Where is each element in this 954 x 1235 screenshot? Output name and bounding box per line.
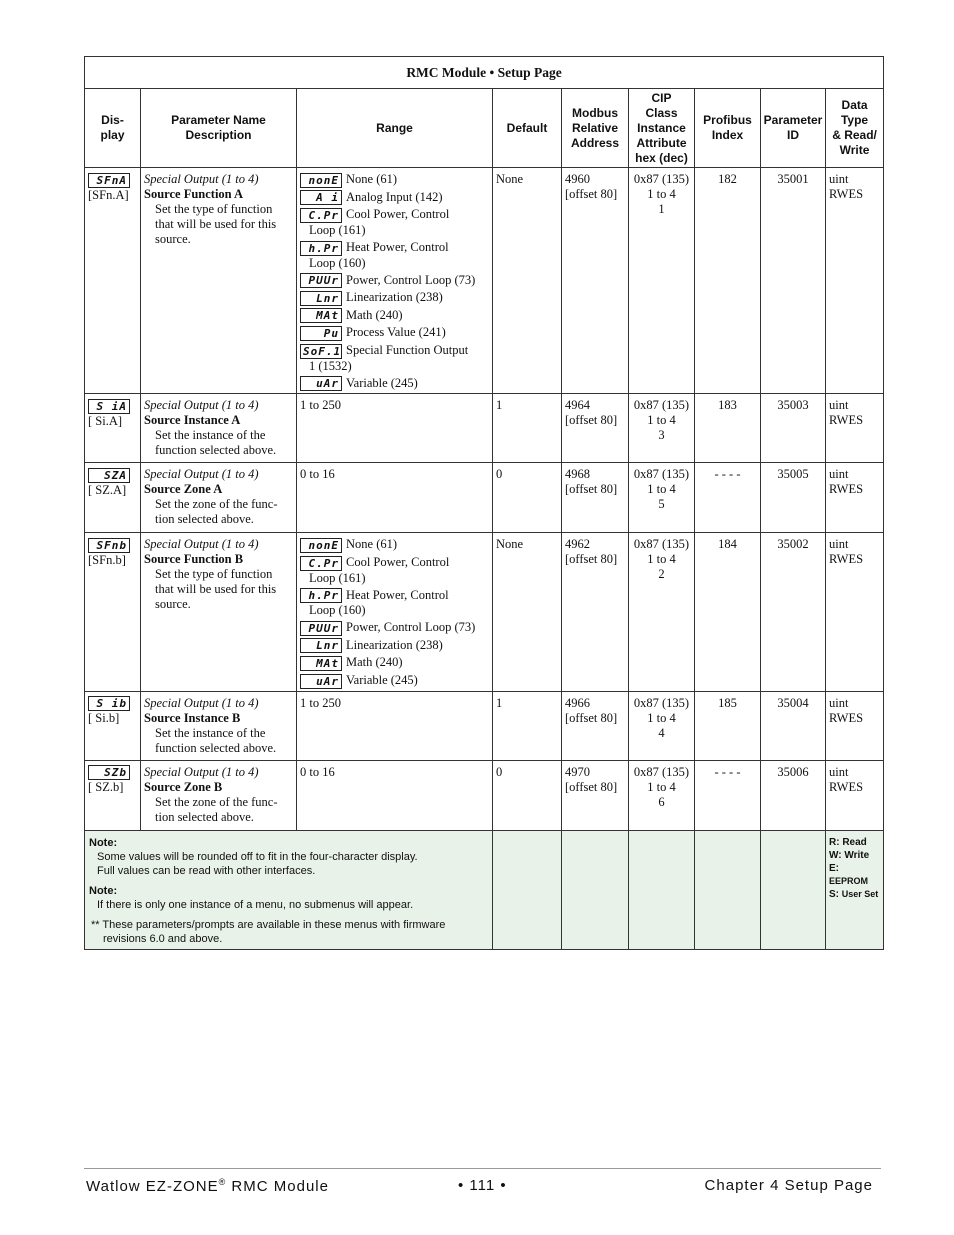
parameter-group: Special Output (1 to 4) <box>144 764 259 779</box>
data-type-cell <box>826 394 884 463</box>
profibus-cell <box>695 168 761 394</box>
header-display: Dis- play <box>85 89 141 168</box>
default-cell <box>493 691 562 760</box>
modbus-offset: [offset 80] <box>565 482 618 497</box>
lcd-prompt: S iA <box>88 399 130 414</box>
parameter-content <box>141 692 296 756</box>
parameter-name: Source Function B <box>144 552 244 567</box>
range-option <box>300 325 489 341</box>
parameter-description: Set the zone of the func-tion selected above. <box>155 794 278 824</box>
note-text: Full values can be read with other interfaces. <box>97 864 316 877</box>
parameter-description: Set the zone of the func-tion selected above. <box>155 497 278 527</box>
range-cell <box>297 760 493 830</box>
parameter-id: 35004 <box>777 695 809 710</box>
data-type: uint <box>829 398 849 413</box>
display-cell <box>85 760 141 830</box>
table-row <box>85 394 884 463</box>
data-type-cell <box>826 691 884 760</box>
parameter-content <box>141 533 296 612</box>
range-option-label: Math (240) <box>346 307 403 322</box>
range-option <box>300 190 489 206</box>
data-type-content <box>826 463 883 497</box>
range-option-continued: 1 (1532) <box>309 358 352 373</box>
modbus-address: 4964 <box>565 398 590 413</box>
lcd-option: PUUr <box>300 621 342 636</box>
modbus-cell <box>562 168 629 394</box>
profibus-index: 183 <box>718 398 737 413</box>
range-cell <box>297 168 493 394</box>
parameter-group: Special Output (1 to 4) <box>144 695 259 710</box>
modbus-cell <box>562 463 629 533</box>
data-type-cell <box>826 533 884 691</box>
modbus-cell <box>562 394 629 463</box>
display-cell <box>85 394 141 463</box>
range-option <box>300 376 489 392</box>
data-type-content <box>826 533 883 567</box>
range-option <box>300 537 489 553</box>
profibus-index: 184 <box>718 537 737 552</box>
modbus-content <box>562 168 628 202</box>
parameter-content <box>141 168 296 247</box>
range-option <box>300 588 489 604</box>
range-option-label: None (61) <box>346 172 398 186</box>
cip-attribute: 4 <box>658 725 665 740</box>
range-option-label: Cool Power, Control <box>346 554 450 569</box>
range-option-label: Cool Power, Control <box>346 207 450 222</box>
cip-attribute: 6 <box>658 794 665 809</box>
cip-class: 0x87 (135) <box>633 537 690 552</box>
display-cell <box>85 168 141 394</box>
cip-instance: 1 to 4 <box>647 710 676 725</box>
range-content <box>297 168 492 391</box>
modbus-address: 4966 <box>565 695 590 710</box>
lcd-option: PUUr <box>300 273 342 288</box>
cip-content <box>629 463 694 512</box>
parameter-group: Special Output (1 to 4) <box>144 172 259 186</box>
cip-instance: 1 to 4 <box>647 552 676 567</box>
range-option-label: Variable (245) <box>346 673 418 687</box>
modbus-cell <box>562 760 629 830</box>
legend-user-set: S: User Set <box>829 888 879 900</box>
modbus-content <box>562 394 628 428</box>
display-code: [ SZ.b] <box>88 780 124 795</box>
range-content <box>297 463 492 482</box>
footer-chapter: Chapter 4 Setup Page <box>704 1177 873 1194</box>
header-data-type: Data Type & Read/ Write <box>826 89 884 168</box>
lcd-option: Pu <box>300 326 342 341</box>
header-default: Default <box>493 89 562 168</box>
range-option <box>300 240 489 256</box>
range-content <box>297 533 492 688</box>
cip-cell <box>629 463 695 533</box>
range-option <box>300 273 489 289</box>
default-cell <box>493 394 562 463</box>
display-code: [ Si.b] <box>88 711 120 726</box>
notes-cell <box>85 830 493 949</box>
range-option-label: Variable (245) <box>346 375 418 390</box>
modbus-content <box>562 533 628 567</box>
range-option <box>300 290 489 306</box>
parameter-description: Set the type of function that will be used for this source. <box>155 202 277 246</box>
default-value: None <box>496 537 524 552</box>
lcd-option: MAt <box>300 308 342 323</box>
data-type-cell <box>826 463 884 533</box>
range-option <box>300 207 489 223</box>
cip-attribute: 5 <box>658 497 665 512</box>
range-option-label: None (61) <box>346 537 398 552</box>
data-type: uint <box>829 695 849 710</box>
range-option-label: Analog Input (142) <box>346 189 443 204</box>
cip-attribute: 3 <box>658 428 665 443</box>
read-write: RWES <box>829 413 864 428</box>
table-row <box>85 691 884 760</box>
parameter-group: Special Output (1 to 4) <box>144 398 259 413</box>
read-write: RWES <box>829 779 864 794</box>
display-cell <box>85 691 141 760</box>
cip-instance: 1 to 4 <box>647 413 676 428</box>
range-option-continued: Loop (161) <box>309 570 366 585</box>
lcd-prompt: S ib <box>88 696 130 711</box>
default-cell <box>493 168 562 394</box>
default-value: 1 <box>496 695 503 710</box>
display-cell <box>85 463 141 533</box>
notes-empty <box>629 830 695 949</box>
parameter-content <box>141 761 296 825</box>
range-text: 0 to 16 <box>300 764 335 779</box>
cip-content <box>629 394 694 443</box>
cip-cell <box>629 533 695 691</box>
lcd-option: nonE <box>300 173 342 188</box>
parameter-name: Source Zone B <box>144 779 223 794</box>
parameter-content <box>141 463 296 527</box>
legend-cell <box>826 830 884 949</box>
parameter-id-cell <box>761 168 826 394</box>
parameter-id-cell <box>761 394 826 463</box>
cip-class: 0x87 (135) <box>633 172 690 186</box>
read-write: RWES <box>829 552 864 567</box>
parameter-cell <box>141 691 297 760</box>
display-content <box>85 394 140 429</box>
profibus-index: - - - - <box>714 764 741 779</box>
note-firmware: ** These parameters/prompts are available in these menus with firmware revisions 6.0 and above. <box>91 918 446 945</box>
lcd-prompt: SFnA <box>88 173 130 188</box>
modbus-offset: [offset 80] <box>565 710 618 725</box>
parameter-id-cell <box>761 760 826 830</box>
range-option <box>300 638 489 654</box>
lcd-prompt: SFnb <box>88 538 130 553</box>
range-option <box>300 673 489 689</box>
range-content <box>297 692 492 711</box>
parameter-id: 35003 <box>777 398 809 413</box>
profibus-index: 185 <box>718 695 737 710</box>
parameter-id: 35006 <box>777 764 809 779</box>
cip-class: 0x87 (135) <box>633 764 690 779</box>
range-option-label: Special Function Output <box>346 343 469 357</box>
modbus-address: 4968 <box>565 467 590 482</box>
profibus-index: 182 <box>718 172 737 186</box>
range-option <box>300 172 489 188</box>
parameter-name: Source Instance A <box>144 413 241 428</box>
default-value: 1 <box>496 398 503 413</box>
range-content <box>297 394 492 413</box>
parameter-name: Source Zone A <box>144 482 223 497</box>
lcd-option: uAr <box>300 674 342 689</box>
data-type: uint <box>829 764 849 779</box>
data-type: uint <box>829 467 849 482</box>
modbus-address: 4960 <box>565 172 590 186</box>
note-text: If there is only one instance of a menu, no submenus will appear. <box>97 898 414 911</box>
profibus-cell <box>695 463 761 533</box>
page-footer <box>84 1168 881 1195</box>
cip-class: 0x87 (135) <box>633 398 690 413</box>
display-code: [SFn.b] <box>88 552 126 567</box>
range-option-continued: Loop (160) <box>309 603 366 618</box>
modbus-offset: [offset 80] <box>565 413 618 428</box>
display-content <box>85 463 140 498</box>
setup-table <box>84 56 884 950</box>
cip-class: 0x87 (135) <box>633 467 690 482</box>
data-type: uint <box>829 172 849 186</box>
cip-cell <box>629 168 695 394</box>
range-text: 0 to 16 <box>300 467 335 482</box>
range-option <box>300 308 489 324</box>
profibus-index: - - - - <box>714 467 741 482</box>
modbus-offset: [offset 80] <box>565 187 618 201</box>
cip-attribute: 1 <box>658 202 665 216</box>
data-type-content <box>826 394 883 428</box>
cip-content <box>629 761 694 810</box>
parameter-id-cell <box>761 463 826 533</box>
cip-attribute: 2 <box>658 567 665 582</box>
range-cell <box>297 691 493 760</box>
range-option-label: Heat Power, Control <box>346 587 449 602</box>
default-cell <box>493 760 562 830</box>
parameter-id: 35002 <box>777 537 809 552</box>
modbus-cell <box>562 691 629 760</box>
lcd-prompt: SZb <box>88 765 130 780</box>
modbus-content <box>562 463 628 497</box>
lcd-option: Lnr <box>300 638 342 653</box>
header-profibus: Profibus Index <box>695 89 761 168</box>
legend-eeprom: E: EEPROM <box>829 862 869 886</box>
display-content <box>85 168 140 203</box>
parameter-cell <box>141 168 297 394</box>
parameter-id-cell <box>761 533 826 691</box>
range-cell <box>297 463 493 533</box>
range-text: 1 to 250 <box>300 398 341 413</box>
header-modbus: Modbus Relative Address <box>562 89 629 168</box>
display-code: [SFn.A] <box>88 187 129 202</box>
lcd-option: uAr <box>300 376 342 391</box>
range-option-label: Math (240) <box>346 655 403 670</box>
lcd-option: A i <box>300 190 342 205</box>
cip-content <box>629 533 694 582</box>
data-type-content <box>826 761 883 795</box>
lcd-prompt: SZA <box>88 468 130 483</box>
parameter-description: Set the instance of the function selected above. <box>155 725 277 755</box>
lcd-option: nonE <box>300 538 342 553</box>
data-type: uint <box>829 537 849 552</box>
parameter-name: Source Instance B <box>144 710 241 725</box>
range-option-continued: Loop (161) <box>309 222 366 237</box>
display-cell <box>85 533 141 691</box>
range-option-label: Linearization (238) <box>346 637 443 652</box>
note-title: Note: <box>89 884 118 897</box>
lcd-option: h.Pr <box>300 588 342 603</box>
modbus-address: 4962 <box>565 537 590 552</box>
range-option-continued: Loop (160) <box>309 255 366 270</box>
range-option <box>300 620 489 636</box>
page-number: • 111 • <box>458 1177 507 1194</box>
range-option-label: Process Value (241) <box>346 325 446 340</box>
notes-empty <box>761 830 826 949</box>
header-parameter-id: Parameter ID <box>761 89 826 168</box>
legend-read: R: Read <box>829 836 867 848</box>
cip-content <box>629 168 694 217</box>
parameter-group: Special Output (1 to 4) <box>144 537 259 552</box>
cip-instance: 1 to 4 <box>647 779 676 794</box>
range-option <box>300 343 489 359</box>
range-cell <box>297 394 493 463</box>
modbus-cell <box>562 533 629 691</box>
lcd-option: h.Pr <box>300 241 342 256</box>
parameter-group: Special Output (1 to 4) <box>144 467 259 482</box>
display-code: [ SZ.A] <box>88 482 127 497</box>
profibus-cell <box>695 691 761 760</box>
profibus-cell <box>695 533 761 691</box>
lcd-option: MAt <box>300 656 342 671</box>
range-cell <box>297 533 493 691</box>
lcd-option: Lnr <box>300 291 342 306</box>
cip-cell <box>629 394 695 463</box>
header-parameter: Parameter Name Description <box>141 89 297 168</box>
parameter-cell <box>141 533 297 691</box>
modbus-offset: [offset 80] <box>565 779 618 794</box>
table-row <box>85 463 884 533</box>
read-write: RWES <box>829 482 864 497</box>
data-type-content <box>826 168 883 202</box>
range-option-label: Power, Control Loop (73) <box>346 272 476 287</box>
parameter-description: Set the instance of the function selected above. <box>155 428 277 458</box>
parameter-description: Set the type of function that will be used for this source. <box>155 567 277 612</box>
parameter-cell <box>141 760 297 830</box>
parameter-name: Source Function A <box>144 187 244 201</box>
data-type-cell <box>826 168 884 394</box>
parameter-id: 35001 <box>777 172 809 186</box>
data-type-cell <box>826 760 884 830</box>
header-cip: CIP Class Instance Attribute hex (dec) <box>629 89 695 168</box>
modbus-content <box>562 761 628 795</box>
table-row <box>85 760 884 830</box>
parameter-content <box>141 394 296 458</box>
notes-empty <box>562 830 629 949</box>
cip-instance: 1 to 4 <box>647 187 676 201</box>
lcd-option: C.Pr <box>300 208 342 223</box>
header-range: Range <box>297 89 493 168</box>
profibus-cell <box>695 394 761 463</box>
data-type-content <box>826 692 883 726</box>
cip-content <box>629 692 694 741</box>
range-content <box>297 761 492 780</box>
display-content <box>85 761 140 796</box>
parameter-cell <box>141 463 297 533</box>
range-text: 1 to 250 <box>300 695 341 710</box>
display-content <box>85 533 140 568</box>
cip-cell <box>629 760 695 830</box>
note-title: Note: <box>89 836 118 849</box>
table-row <box>85 168 884 394</box>
display-code: [ Si.A] <box>88 413 123 428</box>
range-option <box>300 555 489 571</box>
default-value: None <box>496 172 524 186</box>
default-cell <box>493 463 562 533</box>
parameter-cell <box>141 394 297 463</box>
cip-cell <box>629 691 695 760</box>
notes-empty <box>493 830 562 949</box>
parameter-id: 35005 <box>777 467 809 482</box>
default-value: 0 <box>496 764 503 779</box>
lcd-option: C.Pr <box>300 556 342 571</box>
modbus-offset: [offset 80] <box>565 552 618 567</box>
cip-instance: 1 to 4 <box>647 482 676 497</box>
range-option <box>300 655 489 671</box>
read-write: RWES <box>829 187 864 201</box>
note-text: Some values will be rounded off to fit in the four-character display. <box>97 850 418 863</box>
footer-title: Watlow EZ-ZONE® RMC Module <box>86 1177 329 1195</box>
range-option-label: Power, Control Loop (73) <box>346 620 476 635</box>
cip-class: 0x87 (135) <box>633 695 690 710</box>
display-content <box>85 692 140 727</box>
table-title: RMC Module • Setup Page <box>85 57 884 89</box>
range-option-label: Heat Power, Control <box>346 239 449 254</box>
read-write: RWES <box>829 710 864 725</box>
lcd-option: SoF.1 <box>300 344 342 359</box>
profibus-cell <box>695 760 761 830</box>
default-value: 0 <box>496 467 503 482</box>
legend-write: W: Write <box>829 849 870 861</box>
table-row <box>85 533 884 691</box>
parameter-id-cell <box>761 691 826 760</box>
range-option-label: Linearization (238) <box>346 290 443 305</box>
notes-empty <box>695 830 761 949</box>
modbus-address: 4970 <box>565 764 590 779</box>
default-cell <box>493 533 562 691</box>
modbus-content <box>562 692 628 726</box>
